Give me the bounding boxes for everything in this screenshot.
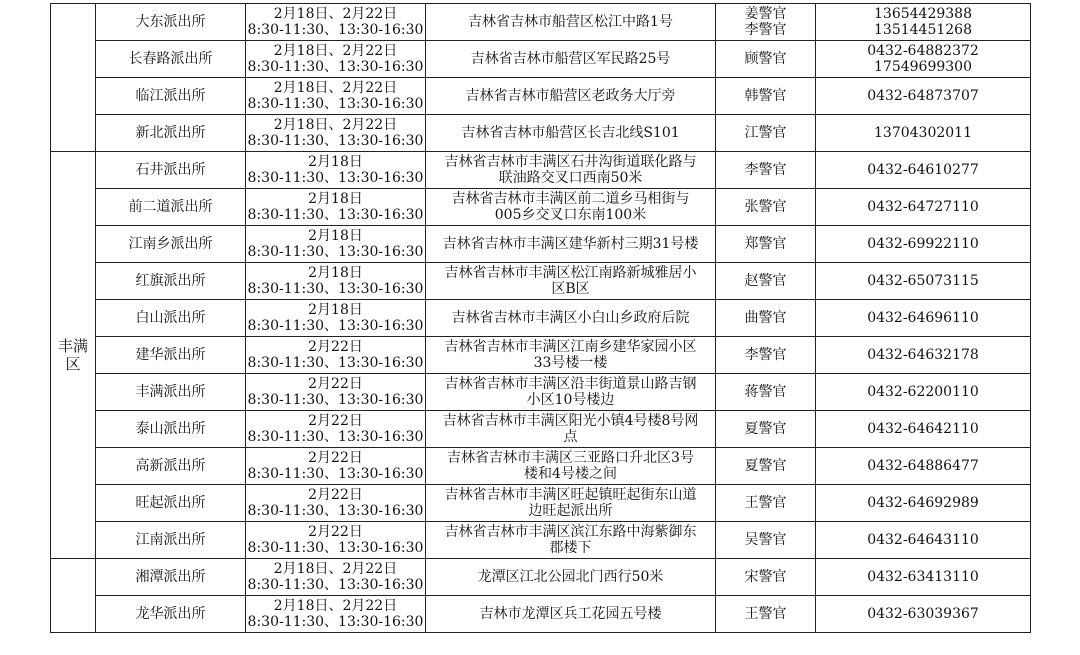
district-cell <box>51 559 96 633</box>
address <box>426 4 716 41</box>
officer <box>716 152 816 189</box>
table-row <box>51 448 1031 485</box>
table-row <box>51 559 1031 596</box>
service-time <box>246 485 426 522</box>
address-line: 吉林省吉林市丰满区阳光小镇4号楼8号网 <box>442 413 699 429</box>
phone-number: 0432-65073115 <box>867 273 979 289</box>
table-row <box>51 485 1031 522</box>
service-time <box>246 300 426 337</box>
address <box>426 411 716 448</box>
service-hours: 8:30-11:30、13:30-16:30 <box>247 244 424 260</box>
officer <box>716 559 816 596</box>
service-date: 2月18日、2月22日 <box>273 80 398 96</box>
station-name: 前二道派出所 <box>96 189 246 226</box>
phone <box>816 337 1031 374</box>
station-name: 丰满派出所 <box>96 374 246 411</box>
service-time <box>246 41 426 78</box>
service-date: 2月18日 <box>308 191 363 207</box>
table-row <box>51 263 1031 300</box>
officer <box>716 41 816 78</box>
phone-number: 0432-64882372 <box>867 43 979 59</box>
service-time <box>246 226 426 263</box>
phone-number: 0432-64632178 <box>867 347 979 363</box>
phone <box>816 41 1031 78</box>
phone <box>816 152 1031 189</box>
address-line: 吉林省吉林市丰满区松江南路新城雅居小 <box>444 265 697 281</box>
station-name: 龙华派出所 <box>96 596 246 633</box>
station-name: 建华派出所 <box>96 337 246 374</box>
phone <box>816 522 1031 559</box>
service-time <box>246 152 426 189</box>
officer <box>716 448 816 485</box>
service-hours: 8:30-11:30、13:30-16:30 <box>247 22 424 38</box>
officer-name: 江警官 <box>744 125 787 141</box>
officer-name: 李警官 <box>744 162 787 178</box>
address-line: 吉林省吉林市丰满区小白山乡政府后院 <box>451 310 690 326</box>
phone <box>816 115 1031 152</box>
officer <box>716 189 816 226</box>
service-time <box>246 596 426 633</box>
service-date: 2月18日 <box>308 228 363 244</box>
officer <box>716 4 816 41</box>
officer <box>716 411 816 448</box>
officer <box>716 78 816 115</box>
address <box>426 559 716 596</box>
service-date: 2月22日 <box>308 487 363 503</box>
address <box>426 41 716 78</box>
service-time <box>246 263 426 300</box>
phone-number: 13514451268 <box>874 22 972 38</box>
service-hours: 8:30-11:30、13:30-16:30 <box>247 170 424 186</box>
phone-number: 0432-64886477 <box>867 458 979 474</box>
phone-number: 0432-62200110 <box>867 384 979 400</box>
address-line: 吉林省吉林市丰满区滨江东路中海紫御东 <box>444 524 697 540</box>
address-line: 联油路交叉口西南50米 <box>498 170 643 186</box>
phone-number: 0432-64643110 <box>867 532 979 548</box>
station-name: 高新派出所 <box>96 448 246 485</box>
district-cell <box>51 4 96 152</box>
address-line: 吉林省吉林市丰满区石井沟街道联化路与 <box>444 154 697 170</box>
officer <box>716 522 816 559</box>
phone-number: 17549699300 <box>874 59 972 75</box>
address <box>426 226 716 263</box>
officer-name: 吴警官 <box>744 532 787 548</box>
phone-number: 0432-69922110 <box>867 236 979 252</box>
service-time <box>246 522 426 559</box>
police-station-schedule-table <box>50 3 1031 633</box>
officer <box>716 226 816 263</box>
officer-name: 姜警官 <box>744 6 787 22</box>
phone <box>816 300 1031 337</box>
station-name: 长春路派出所 <box>96 41 246 78</box>
address <box>426 485 716 522</box>
station-name: 石井派出所 <box>96 152 246 189</box>
officer <box>716 337 816 374</box>
address <box>426 337 716 374</box>
service-hours: 8:30-11:30、13:30-16:30 <box>247 207 424 223</box>
phone <box>816 559 1031 596</box>
service-time <box>246 115 426 152</box>
phone-number: 13654429388 <box>874 6 972 22</box>
address <box>426 300 716 337</box>
service-time <box>246 337 426 374</box>
address <box>426 115 716 152</box>
officer <box>716 263 816 300</box>
phone <box>816 596 1031 633</box>
officer <box>716 374 816 411</box>
service-date: 2月22日 <box>308 376 363 392</box>
station-name: 临江派出所 <box>96 78 246 115</box>
phone-number: 0432-64696110 <box>867 310 979 326</box>
address <box>426 374 716 411</box>
address-line: 楼和4号楼之间 <box>524 466 617 482</box>
phone <box>816 263 1031 300</box>
service-time <box>246 374 426 411</box>
service-date: 2月18日、2月22日 <box>273 6 398 22</box>
service-time <box>246 189 426 226</box>
address-line: 吉林省吉林市丰满区建华新村三期31号楼 <box>442 236 699 252</box>
station-name: 旺起派出所 <box>96 485 246 522</box>
officer-name: 李警官 <box>744 347 787 363</box>
phone-number: 0432-63039367 <box>867 606 979 622</box>
service-date: 2月22日 <box>308 524 363 540</box>
officer-name: 李警官 <box>744 22 787 38</box>
table-row <box>51 189 1031 226</box>
phone <box>816 411 1031 448</box>
service-date: 2月22日 <box>308 450 363 466</box>
address-line: 龙潭区江北公园北门西行50米 <box>477 569 664 585</box>
address-line: 区B区 <box>551 281 590 297</box>
table-body <box>51 4 1031 633</box>
officer-name: 曲警官 <box>744 310 787 326</box>
service-hours: 8:30-11:30、13:30-16:30 <box>247 392 424 408</box>
service-hours: 8:30-11:30、13:30-16:30 <box>247 318 424 334</box>
phone <box>816 485 1031 522</box>
address-line: 吉林省吉林市船营区军民路25号 <box>470 51 671 67</box>
service-time <box>246 4 426 41</box>
district-name <box>51 337 95 373</box>
table-row <box>51 41 1031 78</box>
address-line: 吉林省吉林市丰满区前二道乡马相街与 <box>451 191 690 207</box>
officer-name: 王警官 <box>744 495 787 511</box>
address <box>426 152 716 189</box>
table-row <box>51 300 1031 337</box>
officer-name: 王警官 <box>744 606 787 622</box>
table-row <box>51 4 1031 41</box>
address-line: 点 <box>563 429 578 445</box>
table-row <box>51 78 1031 115</box>
service-hours: 8:30-11:30、13:30-16:30 <box>247 503 424 519</box>
address <box>426 189 716 226</box>
district-cell <box>51 152 96 559</box>
address <box>426 263 716 300</box>
officer-name: 顾警官 <box>744 51 787 67</box>
station-name: 泰山派出所 <box>96 411 246 448</box>
address <box>426 596 716 633</box>
service-time <box>246 411 426 448</box>
service-hours: 8:30-11:30、13:30-16:30 <box>247 466 424 482</box>
service-time <box>246 78 426 115</box>
table-row <box>51 337 1031 374</box>
service-hours: 8:30-11:30、13:30-16:30 <box>247 614 424 630</box>
phone-number: 13704302011 <box>874 125 972 141</box>
service-date: 2月18日 <box>308 302 363 318</box>
service-hours: 8:30-11:30、13:30-16:30 <box>247 281 424 297</box>
table-row <box>51 152 1031 189</box>
phone-number: 0432-64727110 <box>867 199 979 215</box>
station-name: 湘潭派出所 <box>96 559 246 596</box>
service-date: 2月18日、2月22日 <box>273 117 398 133</box>
service-hours: 8:30-11:30、13:30-16:30 <box>247 96 424 112</box>
table-row <box>51 226 1031 263</box>
station-name: 红旗派出所 <box>96 263 246 300</box>
phone-number: 0432-64692989 <box>867 495 979 511</box>
officer-name: 蒋警官 <box>744 384 787 400</box>
service-date: 2月18日、2月22日 <box>273 561 398 577</box>
officer <box>716 596 816 633</box>
service-time <box>246 448 426 485</box>
service-hours: 8:30-11:30、13:30-16:30 <box>247 577 424 593</box>
service-date: 2月18日、2月22日 <box>273 43 398 59</box>
address <box>426 448 716 485</box>
phone-number: 0432-64873707 <box>867 88 979 104</box>
address-line: 吉林省吉林市丰满区江南乡建华家园小区 <box>444 339 697 355</box>
phone-number: 0432-63413110 <box>867 569 979 585</box>
address-line: 吉林省吉林市丰满区旺起镇旺起街东山道 <box>444 487 697 503</box>
table-row <box>51 115 1031 152</box>
address-line: 005乡交叉口东南100米 <box>494 207 647 223</box>
service-hours: 8:30-11:30、13:30-16:30 <box>247 133 424 149</box>
address-line: 吉林省吉林市船营区老政务大厅旁 <box>465 88 676 104</box>
phone-number: 0432-64642110 <box>867 421 979 437</box>
officer-name: 宋警官 <box>744 569 787 585</box>
officer <box>716 300 816 337</box>
officer-name: 韩警官 <box>744 88 787 104</box>
district-name-part: 丰满 <box>57 337 88 355</box>
phone <box>816 78 1031 115</box>
service-hours: 8:30-11:30、13:30-16:30 <box>247 355 424 371</box>
officer <box>716 485 816 522</box>
officer-name: 郑警官 <box>744 236 787 252</box>
service-hours: 8:30-11:30、13:30-16:30 <box>247 59 424 75</box>
service-date: 2月22日 <box>308 339 363 355</box>
address-line: 吉林省吉林市丰满区三亚路口升北区3号 <box>447 450 694 466</box>
address-line: 33号楼一楼 <box>533 355 608 371</box>
service-time <box>246 559 426 596</box>
address <box>426 522 716 559</box>
service-date: 2月18日、2月22日 <box>273 598 398 614</box>
table-row <box>51 374 1031 411</box>
address-line: 吉林省吉林市船营区长吉北线S101 <box>461 125 680 141</box>
phone <box>816 189 1031 226</box>
service-hours: 8:30-11:30、13:30-16:30 <box>247 429 424 445</box>
phone-number: 0432-64610277 <box>867 162 979 178</box>
address-line: 边旺起派出所 <box>528 503 613 519</box>
phone <box>816 226 1031 263</box>
officer-name: 夏警官 <box>744 421 787 437</box>
address-line: 吉林省吉林市船营区松江中路1号 <box>468 14 673 30</box>
phone <box>816 448 1031 485</box>
address-line: 小区10号楼边 <box>526 392 615 408</box>
officer-name: 赵警官 <box>744 273 787 289</box>
district-name-part: 区 <box>65 355 81 373</box>
service-date: 2月22日 <box>308 413 363 429</box>
officer-name: 夏警官 <box>744 458 787 474</box>
address-line: 吉林市龙潭区兵工花园五号楼 <box>479 606 662 622</box>
officer <box>716 115 816 152</box>
phone <box>816 4 1031 41</box>
station-name: 江南乡派出所 <box>96 226 246 263</box>
address <box>426 78 716 115</box>
phone <box>816 374 1031 411</box>
officer-name: 张警官 <box>744 199 787 215</box>
address-line: 郡楼下 <box>549 540 592 556</box>
station-name: 新北派出所 <box>96 115 246 152</box>
station-name: 大东派出所 <box>96 4 246 41</box>
service-hours: 8:30-11:30、13:30-16:30 <box>247 540 424 556</box>
station-name: 白山派出所 <box>96 300 246 337</box>
station-name: 江南派出所 <box>96 522 246 559</box>
service-date: 2月18日 <box>308 265 363 281</box>
table-row <box>51 596 1031 633</box>
table-row <box>51 411 1031 448</box>
service-date: 2月18日 <box>308 154 363 170</box>
address-line: 吉林省吉林市丰满区沿丰街道景山路吉钢 <box>444 376 697 392</box>
table-row <box>51 522 1031 559</box>
